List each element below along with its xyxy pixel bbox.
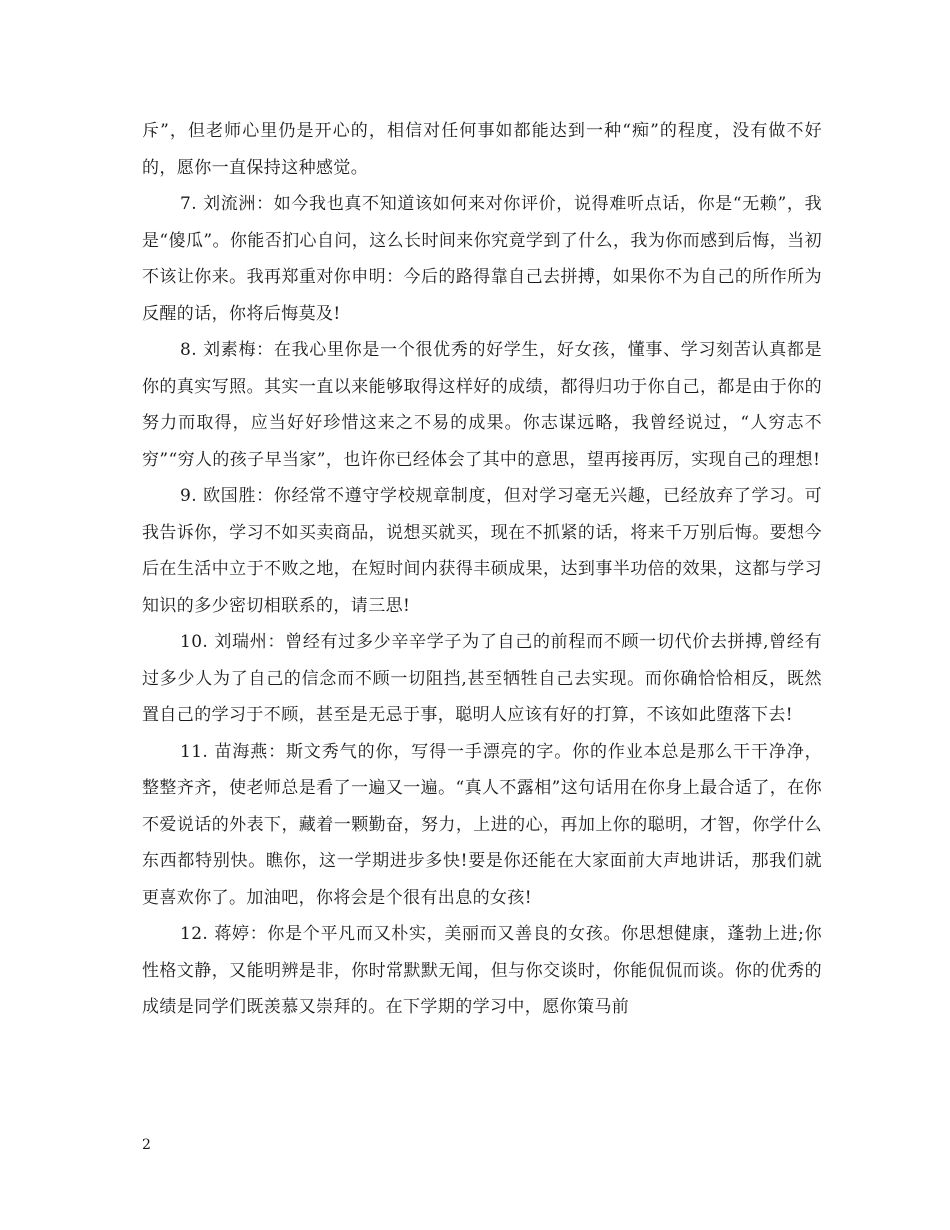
page-number: 2 <box>142 1137 151 1153</box>
paragraph-comment-8: 8. 刘素梅：在我心里你是一个很优秀的好学生，好女孩，懂事、学习刻苦认真都是你的真实写照。其实一直以来能够取得这样好的成绩，都得归功于你自己，都是由于你的努力而取得，应当好好珍惜这来之不易的成果。你志谋远略，我曾经说过，“人穷志不穷”“穷人的孩子早当家”，也许你已经体会了其中的意思，望再接再厉，实现自己的理想! <box>142 340 822 470</box>
paragraph-comment-9: 9. 欧国胜：你经常不遵守学校规章制度，但对学习毫无兴趣，已经放弃了学习。可我告诉你，学习不如买卖商品，说想买就买，现在不抓紧的话，将来千万别后悔。要想今后在生活中立于不败之地，在短时间内获得丰硕成果，达到事半功倍的效果，这都与学习知识的多少密切相联系的，请三思! <box>142 486 822 616</box>
paragraph-continuation: 斥”，但老师心里仍是开心的，相信对任何事如都能达到一种“痴”的程度，没有做不好的，愿你一直保持这种感觉。 <box>142 121 822 178</box>
paragraph-comment-12: 12. 蒋婷：你是个平凡而又朴实，美丽而又善良的女孩。你思想健康，蓬勃上进;你性格文静，又能明辨是非，你时常默默无闻，但与你交谈时，你能侃侃而谈。你的优秀的成绩是同学们既羡慕又崇拜的。在下学期的学习中，愿你策马前 <box>142 924 822 1017</box>
document-body <box>142 113 822 1026</box>
paragraph-comment-11: 11. 苗海燕：斯文秀气的你，写得一手漂亮的字。你的作业本总是那么干干净净，整整齐齐，使老师总是看了一遍又一遍。“真人不露相”这句话用在你身上最合适了，在你不爱说话的外表下，藏着一颗勤奋，努力，上进的心，再加上你的聪明，才智，你学什么东西都特别快。瞧你，这一学期进步多快!要是你还能在大家面前大声地讲话，那我们就更喜欢你了。加油吧，你将会是个很有出息的女孩! <box>142 741 822 908</box>
paragraph-comment-7: 7. 刘流洲：如今我也真不知道该如何来对你评价，说得难听点话，你是“无赖”，我是“傻瓜”。你能否扪心自问，这么长时间来你究竟学到了什么，我为你而感到后悔，当初不该让你来。我再郑重对你申明：今后的路得靠自己去拼搏，如果你不为自己的所作所为反醒的话，你将后悔莫及! <box>142 194 822 324</box>
paragraph-comment-10: 10. 刘瑞州：曾经有过多少辛辛学子为了自己的前程而不顾一切代价去拼搏,曾经有过多少人为了自己的信念而不顾一切阻挡,甚至牺牲自己去实现。而你确恰恰相反，既然置自己的学习于不顾，甚至是无忌于事，聪明人应该有好的打算，不该如此堕落下去! <box>142 632 822 725</box>
